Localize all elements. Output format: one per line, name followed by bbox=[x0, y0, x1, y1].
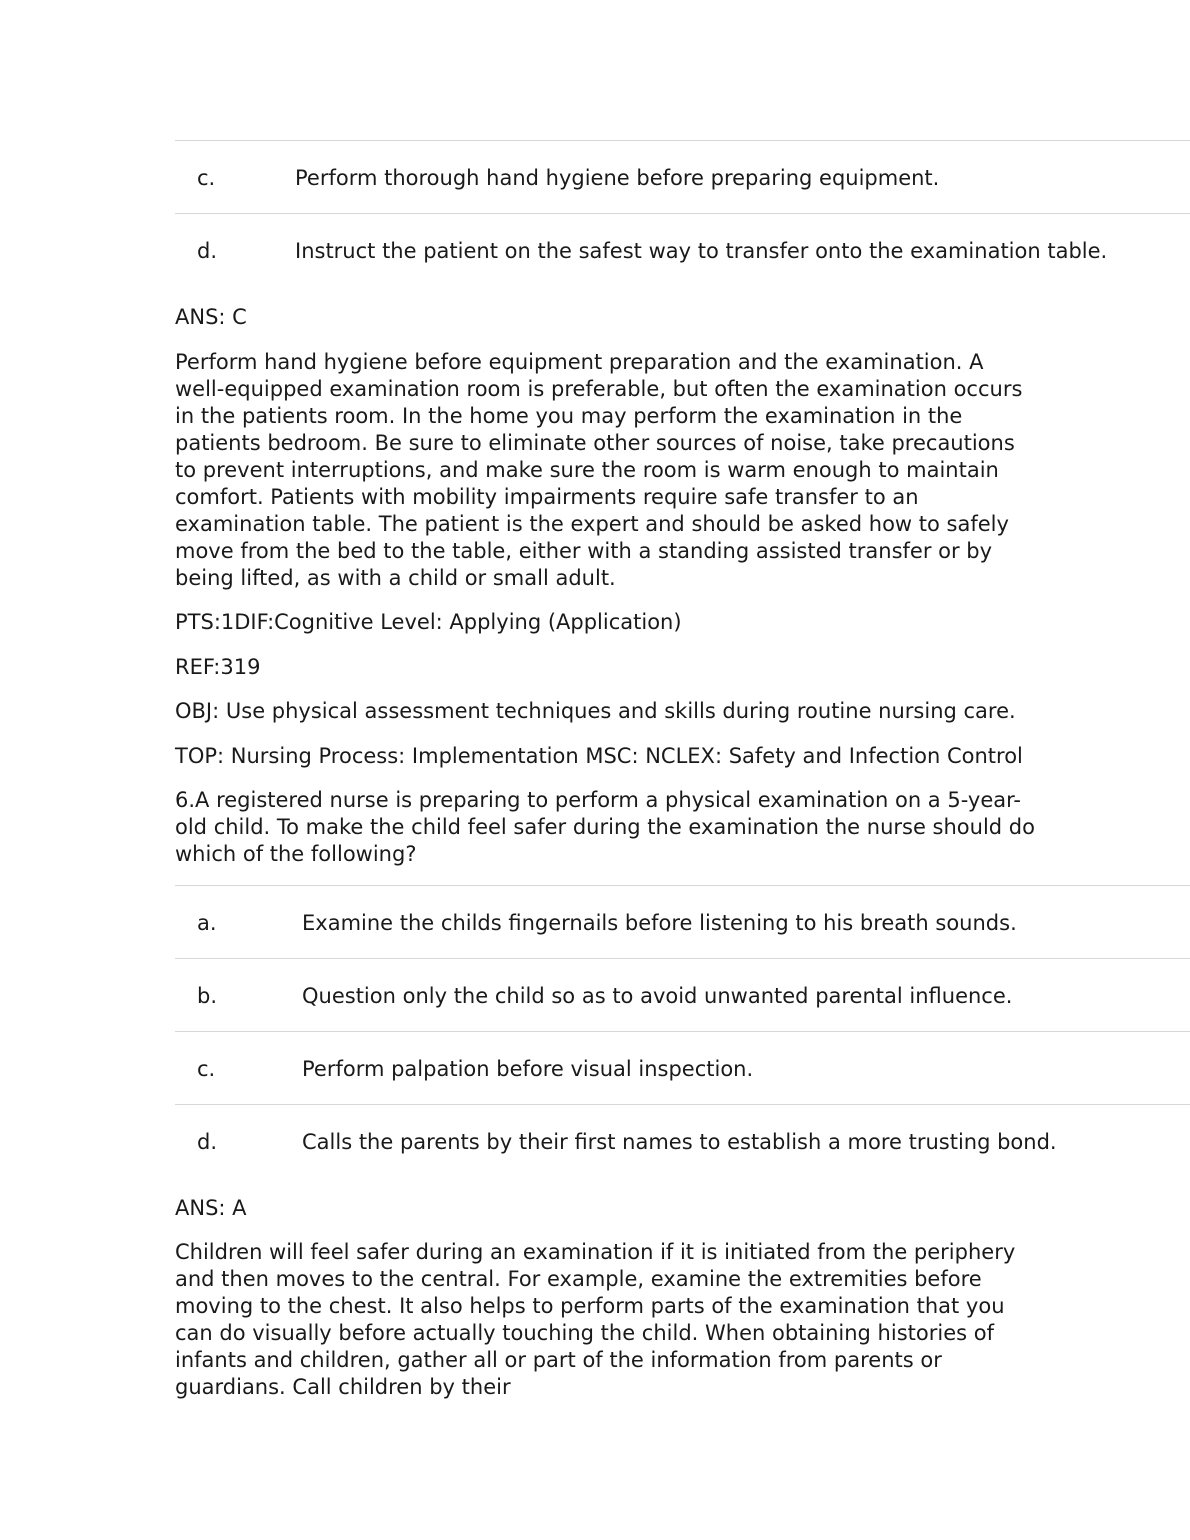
option-text: Question only the child so as to avoid unwanted parental influence. bbox=[302, 984, 1013, 1008]
q5-obj: OBJ: Use physical assessment techniques and skills during routine nursing care. bbox=[175, 699, 1016, 723]
q6-options bbox=[175, 885, 1190, 1177]
option-text: Perform thorough hand hygiene before preparing equipment. bbox=[295, 166, 940, 190]
q5-pts: PTS:1DIF:Cognitive Level: Applying (Application) bbox=[175, 610, 682, 634]
option-text: Examine the childs fingernails before listening to his breath sounds. bbox=[302, 911, 1017, 935]
option-text: Perform palpation before visual inspection. bbox=[302, 1057, 754, 1081]
q5-top: TOP: Nursing Process: Implementation MSC: NCLEX: Safety and Infection Control bbox=[175, 744, 1023, 768]
option-letter: c. bbox=[197, 1057, 216, 1081]
q6-rationale: Children will feel safer during an examination if it is initiated from the periphery and then moves to the central. For example, examine the extremities before moving to the chest. It also helps to perform parts of the examination that you can do visually before actually touching the child. When obtaining histories of infants and children, gather all or part of the information from parents or guardians. Call children by their bbox=[175, 1240, 1016, 1399]
option-row-a bbox=[175, 885, 1190, 958]
q6-answer: ANS: A bbox=[175, 1196, 247, 1220]
option-row-d bbox=[175, 1104, 1190, 1177]
option-row-b bbox=[175, 958, 1190, 1031]
option-letter: d. bbox=[197, 1130, 218, 1154]
option-text: Instruct the patient on the safest way to transfer onto the examination table. bbox=[295, 239, 1108, 263]
q6-question: 6.A registered nurse is preparing to perform a physical examination on a 5-year-old child. To make the child feel safer during the examination the nurse should do which of the following? bbox=[175, 788, 1035, 866]
option-row-c bbox=[175, 1031, 1190, 1104]
option-letter: d. bbox=[197, 239, 218, 263]
option-letter: c. bbox=[197, 166, 216, 190]
option-text: Calls the parents by their first names to establish a more trusting bond. bbox=[302, 1130, 1057, 1154]
q5-rationale: Perform hand hygiene before equipment preparation and the examination. A well-equipped examination room is preferable, but often the examination occurs in the patients room. In the home you may perform the examination in the patients bedroom. Be sure to eliminate other sources of noise, take precautions to prevent interruptions, and make sure the room is warm enough to maintain comfort. Patients with mobility impairments require safe transfer to an examination table. The patient is the expert and should be asked how to safely move from the bed to the table, either with a standing assisted transfer or by being lifted, as with a child or small adult. bbox=[175, 350, 1023, 590]
q5-ref: REF:319 bbox=[175, 655, 261, 679]
option-letter: a. bbox=[197, 911, 217, 935]
q5-options bbox=[175, 140, 1190, 286]
q5-answer: ANS: C bbox=[175, 305, 247, 329]
option-row-d bbox=[175, 213, 1190, 286]
option-letter: b. bbox=[197, 984, 218, 1008]
option-row-c bbox=[175, 140, 1190, 213]
